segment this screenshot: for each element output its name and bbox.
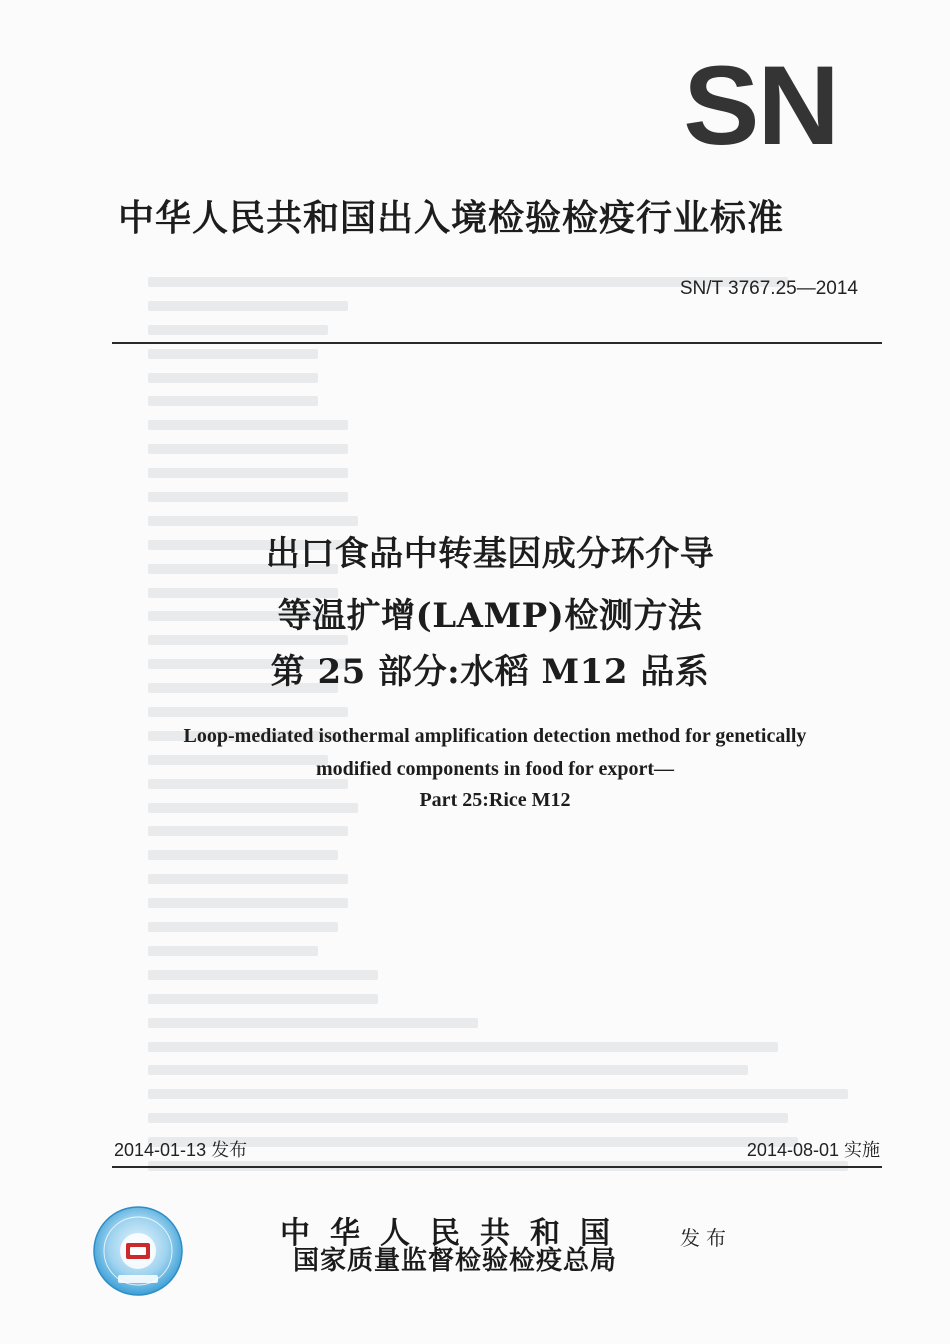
publish-label: 发布 — [680, 1226, 732, 1250]
anti-counterfeit-seal-icon — [92, 1205, 184, 1297]
english-title-line-1: Loop-mediated isothermal amplification detection method for genetically — [183, 725, 807, 747]
issuer-line-2: 国家质量监督检验检疫总局 — [292, 1246, 617, 1276]
chinese-title-line-3: 第 25 部分:水稻 M12 品系 — [270, 652, 710, 692]
issuer-line-1: 中华人民共和国 — [280, 1216, 630, 1251]
bottom-divider — [112, 1166, 882, 1168]
standard-number: SN/T 3767.25—2014 — [679, 278, 858, 299]
english-title-line-2: modified components in food for export— — [316, 758, 674, 780]
chinese-title-line-1: 出口食品中转基因成分环介导 — [265, 534, 715, 574]
implementation-date: 2014-08-01 实施 — [746, 1140, 880, 1160]
english-title-line-3: Part 25:Rice M12 — [419, 789, 571, 811]
standard-category-title: 中华人民共和国出入境检验检疫行业标准 — [118, 198, 785, 239]
issue-date: 2014-01-13 发布 — [114, 1140, 248, 1160]
sn-logo: SN — [683, 43, 838, 168]
top-divider — [112, 342, 882, 344]
chinese-title-line-2: 等温扩增(LAMP)检测方法 — [277, 596, 703, 636]
